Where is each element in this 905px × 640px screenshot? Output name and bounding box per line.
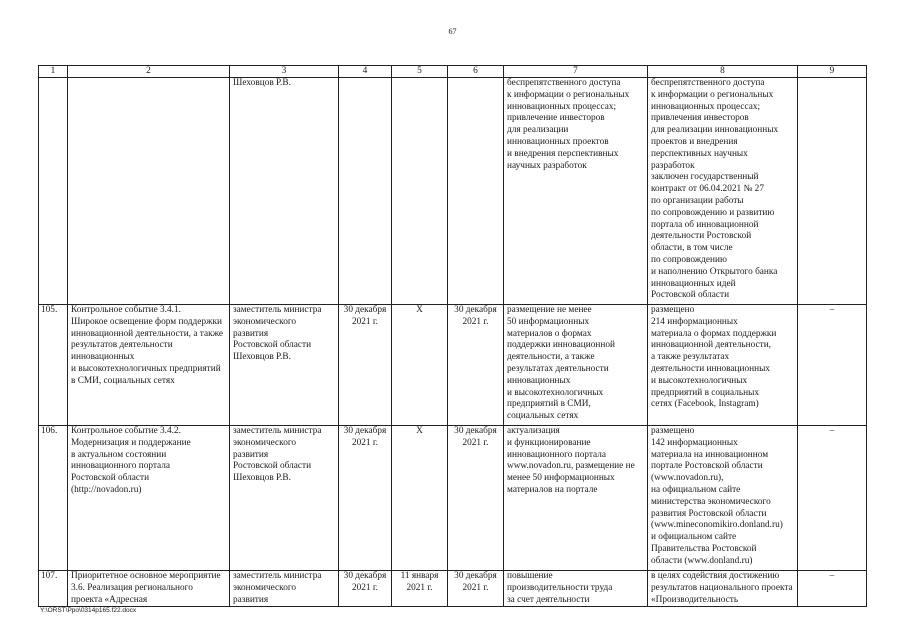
problems-cell: – (798, 305, 867, 426)
plan-start-date: 30 декабря 2021 г. (339, 305, 392, 426)
planned-result: повышение производительности труда за счет деятельности (504, 571, 648, 607)
row-number: 107. (39, 571, 68, 607)
responsible-person: заместитель министра экономического развития Ростовской области Шеховцов Р.В. (230, 305, 339, 426)
responsible-person: заместитель министра экономического развития Ростовской области Шеховцов Р.В. (230, 426, 339, 571)
column-header: 4 (339, 66, 392, 78)
column-header: 8 (648, 66, 798, 78)
row-number: 105. (39, 305, 68, 426)
column-header: 5 (392, 66, 448, 78)
table-row (39, 305, 867, 426)
problems-cell (798, 78, 867, 305)
column-header: 6 (448, 66, 504, 78)
table-row (39, 571, 867, 607)
plan-end-date (448, 78, 504, 305)
event-name (68, 78, 230, 305)
actual-result: беспрепятственного доступа к информации о региональных инновационных процессах; привлечения инвесторов для реализации инновационных проектов и внедрения перспективных научных разработок заключен государственный контракт от 06.04.2021 № 27 по организации работы по сопровождению и развитию портала об инновационной деятельности Ростовской области, в том числе по сопровождению и наполнению Открытого банка инновационных идей Ростовской области (648, 78, 798, 305)
column-number-row (39, 66, 867, 78)
planned-result: беспрепятственного доступа к информации о региональных инновационных процессах; привлечение инвесторов для реализации инновационных проектов и внедрения перспективных научных разработок (504, 78, 648, 305)
actual-result: в целях содействия достижению результатов национального проекта «Производительность (648, 571, 798, 607)
actual-start-date: X (392, 305, 448, 426)
column-header: 7 (504, 66, 648, 78)
planned-result: актуализация и функционирование инновационного портала www.novadon.ru, размещение не менее 50 информационных материалов на портале (504, 426, 648, 571)
responsible-person: заместитель министра экономического развития (230, 571, 339, 607)
problems-cell: – (798, 571, 867, 607)
plan-start-date: 30 декабря 2021 г. (339, 426, 392, 571)
column-header: 2 (68, 66, 230, 78)
report-table (38, 65, 867, 607)
plan-end-date: 30 декабря 2021 г. (448, 305, 504, 426)
page-number: 67 (448, 27, 457, 36)
plan-end-date: 30 декабря 2021 г. (448, 571, 504, 607)
table-row (39, 426, 867, 571)
column-header: 3 (230, 66, 339, 78)
table-row (39, 78, 867, 305)
responsible-person: Шеховцов Р.В. (230, 78, 339, 305)
actual-result: размещено 142 информационных материала на инновационном портале Ростовской области (www.novadon.ru), на официальном сайте министерства экономического развития Ростовской области (www.mineconomikiro.donland.ru) и официальном сайте Правительства Ростовской области (www.donland.ru) (648, 426, 798, 571)
problems-cell: – (798, 426, 867, 571)
column-header: 9 (798, 66, 867, 78)
actual-result: размещено 214 информационных материала о формах поддержки инновационной деятельности, а также результатах деятельности инновационных и высокотехнологичных предприятий в социальных сетях (Facebook, Instagram) (648, 305, 798, 426)
plan-start-date (339, 78, 392, 305)
actual-start-date: X (392, 426, 448, 571)
actual-start-date: 11 января 2021 г. (392, 571, 448, 607)
actual-start-date (392, 78, 448, 305)
plan-start-date: 30 декабря 2021 г. (339, 571, 392, 607)
event-name: Приоритетное основное мероприятие 3.6. Реализация регионального проекта «Адресная (68, 571, 230, 607)
event-name: Контрольное событие 3.4.2. Модернизация и поддержание в актуальном состоянии инновационного портала Ростовской области (http://novadon.ru) (68, 426, 230, 571)
event-name: Контрольное событие 3.4.1. Широкое освещение форм поддержки инновационной деятельности, а также результатов деятельности инновационных и высокотехнологичных предприятий в СМИ, социальных сетях (68, 305, 230, 426)
plan-end-date: 30 декабря 2021 г. (448, 426, 504, 571)
column-header: 1 (39, 66, 68, 78)
planned-result: размещение не менее 50 информационных материалов о формах поддержки инновационной деятельности, а также результатах деятельности инновационных и высокотехнологичных предприятий в СМИ, социальных сетях (504, 305, 648, 426)
row-number: 106. (39, 426, 68, 571)
file-path-footer: Y:\ORST\Ppo\0314p165.f22.docx (40, 607, 137, 614)
row-number (39, 78, 68, 305)
